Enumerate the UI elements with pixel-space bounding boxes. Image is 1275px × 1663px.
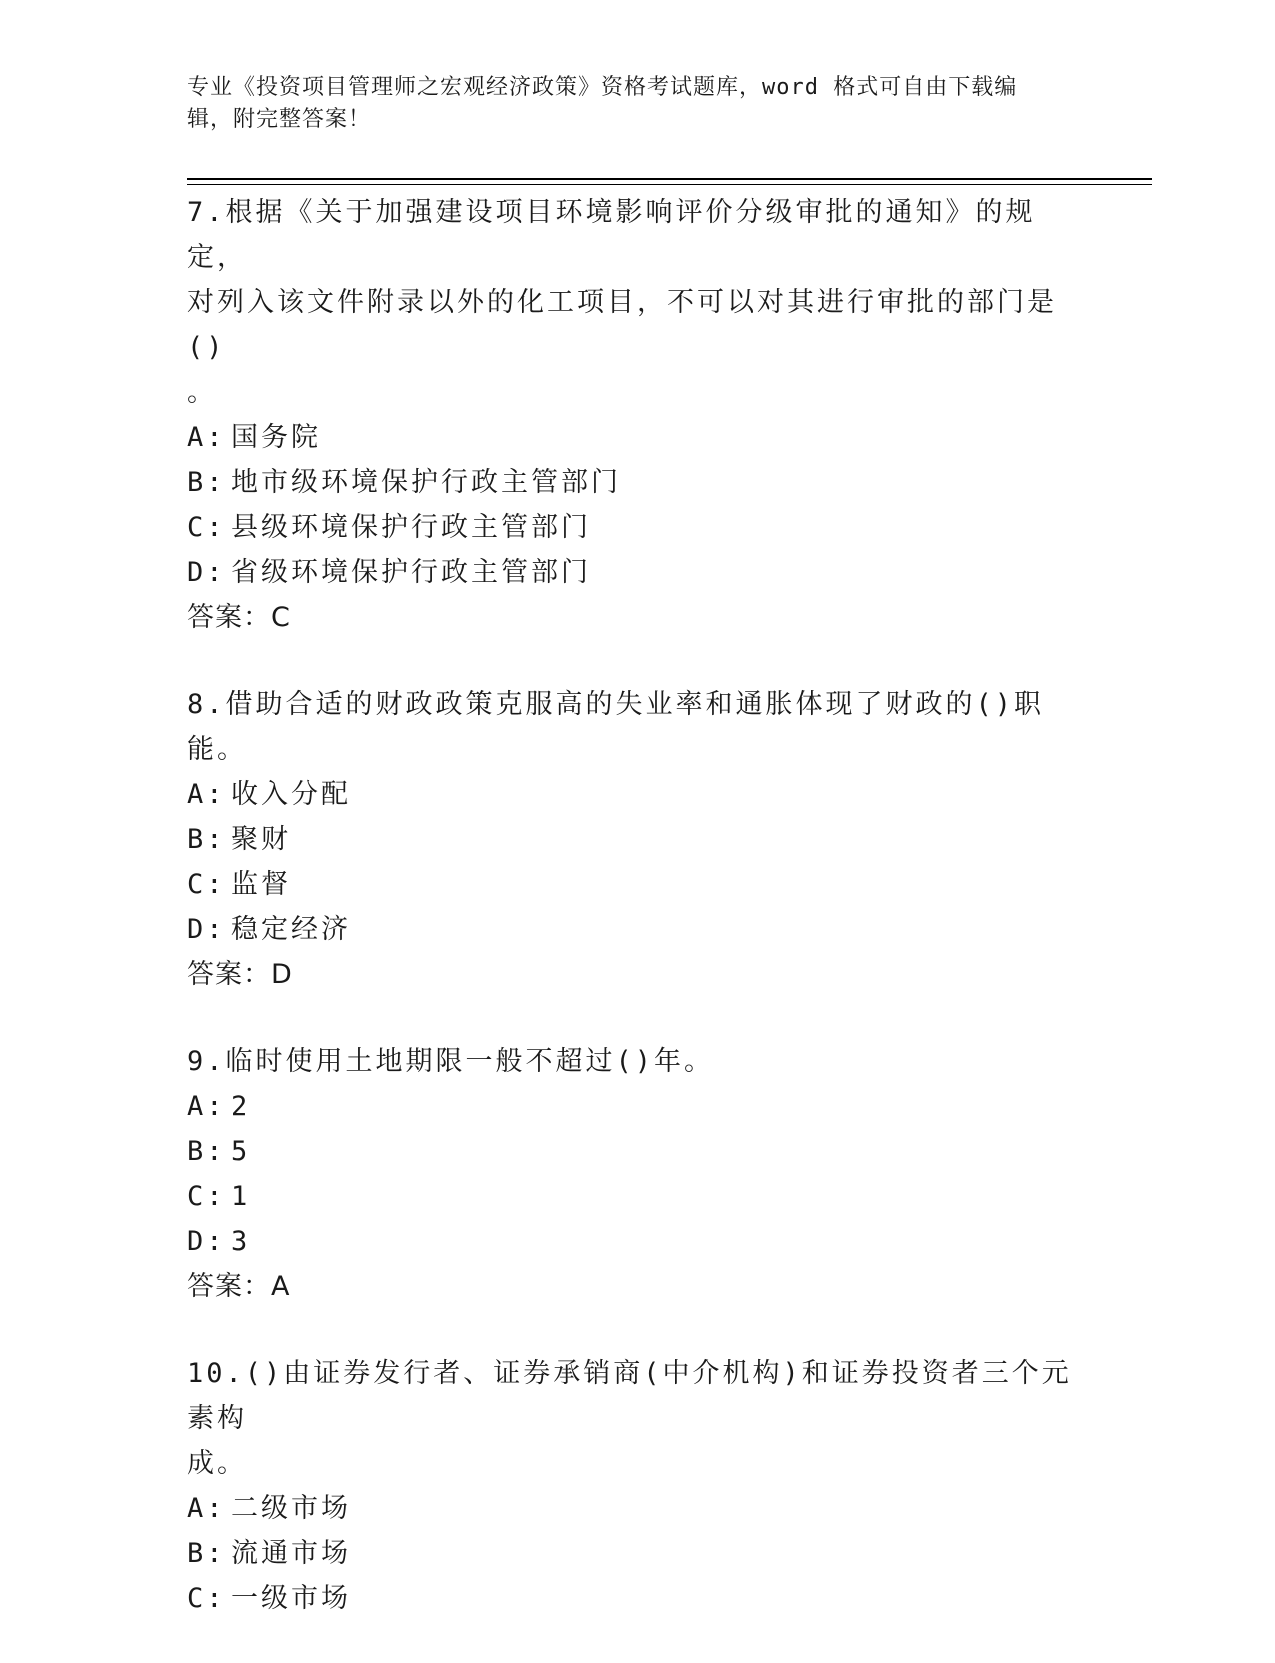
option-key: B:	[187, 1136, 226, 1167]
option-text: 稳定经济	[231, 914, 351, 945]
option-key: B:	[187, 824, 226, 855]
question-10-option-a	[187, 1486, 1087, 1531]
question-9-option-a	[187, 1084, 1087, 1129]
question-8-option-c	[187, 862, 1087, 907]
header-note-line-1: 专业《投资项目管理师之宏观经济政策》资格考试题库，word 格式可自由下载编	[187, 75, 1018, 100]
option-text: 2	[231, 1091, 251, 1122]
question-8-answer: 答案：D	[187, 959, 293, 990]
option-key: C:	[187, 512, 226, 543]
option-text: 流通市场	[231, 1538, 351, 1569]
option-text: 1	[231, 1181, 251, 1212]
question-9-option-c	[187, 1174, 1087, 1219]
question-7	[187, 190, 1087, 640]
header-divider-thick	[187, 178, 1152, 180]
option-text: 聚财	[231, 824, 291, 855]
question-8-stem-line-1: 8.借助合适的财政政策克服高的失业率和通胀体现了财政的()职能。	[187, 689, 1045, 765]
question-7-stem-line-3: 。	[187, 377, 217, 408]
option-key: C:	[187, 1181, 226, 1212]
question-9-option-d	[187, 1219, 1087, 1264]
question-7-option-d	[187, 550, 1087, 595]
option-key: C:	[187, 869, 226, 900]
question-10-stem-line-2: 成。	[187, 1448, 247, 1479]
option-key: D:	[187, 914, 226, 945]
option-key: B:	[187, 467, 226, 498]
option-key: A:	[187, 1091, 226, 1122]
header-divider-thin	[187, 184, 1152, 185]
option-key: A:	[187, 1493, 226, 1524]
option-text: 监督	[231, 869, 291, 900]
question-7-option-b	[187, 460, 1087, 505]
question-8	[187, 682, 1087, 997]
question-7-stem-line-2: 对列入该文件附录以外的化工项目，不可以对其进行审批的部门是()	[187, 287, 1057, 363]
question-8-option-d	[187, 907, 1087, 952]
question-7-answer: 答案：C	[187, 602, 291, 633]
option-key: D:	[187, 557, 226, 588]
header-note-line-2: 辑，附完整答案！	[187, 107, 372, 132]
question-7-option-a	[187, 415, 1087, 460]
option-key: B:	[187, 1538, 226, 1569]
question-8-option-b	[187, 817, 1087, 862]
option-key: C:	[187, 1583, 226, 1614]
option-key: A:	[187, 779, 226, 810]
header-note	[187, 72, 1067, 136]
option-text: 二级市场	[231, 1493, 351, 1524]
option-text: 3	[231, 1226, 251, 1257]
question-10	[187, 1351, 1087, 1621]
question-7-option-c	[187, 505, 1087, 550]
option-text: 地市级环境保护行政主管部门	[231, 467, 621, 498]
question-list	[187, 190, 1087, 1663]
question-10-stem-line-1: 10.()由证券发行者、证券承销商(中介机构)和证券投资者三个元素构	[187, 1358, 1072, 1434]
option-text: 一级市场	[231, 1583, 351, 1614]
question-9-option-b	[187, 1129, 1087, 1174]
question-7-stem-line-1: 7.根据《关于加强建设项目环境影响评价分级审批的通知》的规定，	[187, 197, 1036, 273]
question-9-stem-line-1: 9.临时使用土地期限一般不超过()年。	[187, 1046, 715, 1077]
question-8-option-a	[187, 772, 1087, 817]
question-9	[187, 1039, 1087, 1309]
option-text: 省级环境保护行政主管部门	[231, 557, 591, 588]
option-key: A:	[187, 422, 226, 453]
option-key: D:	[187, 1226, 226, 1257]
option-text: 5	[231, 1136, 251, 1167]
option-text: 国务院	[231, 422, 321, 453]
option-text: 县级环境保护行政主管部门	[231, 512, 591, 543]
question-9-answer: 答案：A	[187, 1271, 291, 1302]
question-10-option-c	[187, 1576, 1087, 1621]
question-10-option-b	[187, 1531, 1087, 1576]
option-text: 收入分配	[231, 779, 351, 810]
